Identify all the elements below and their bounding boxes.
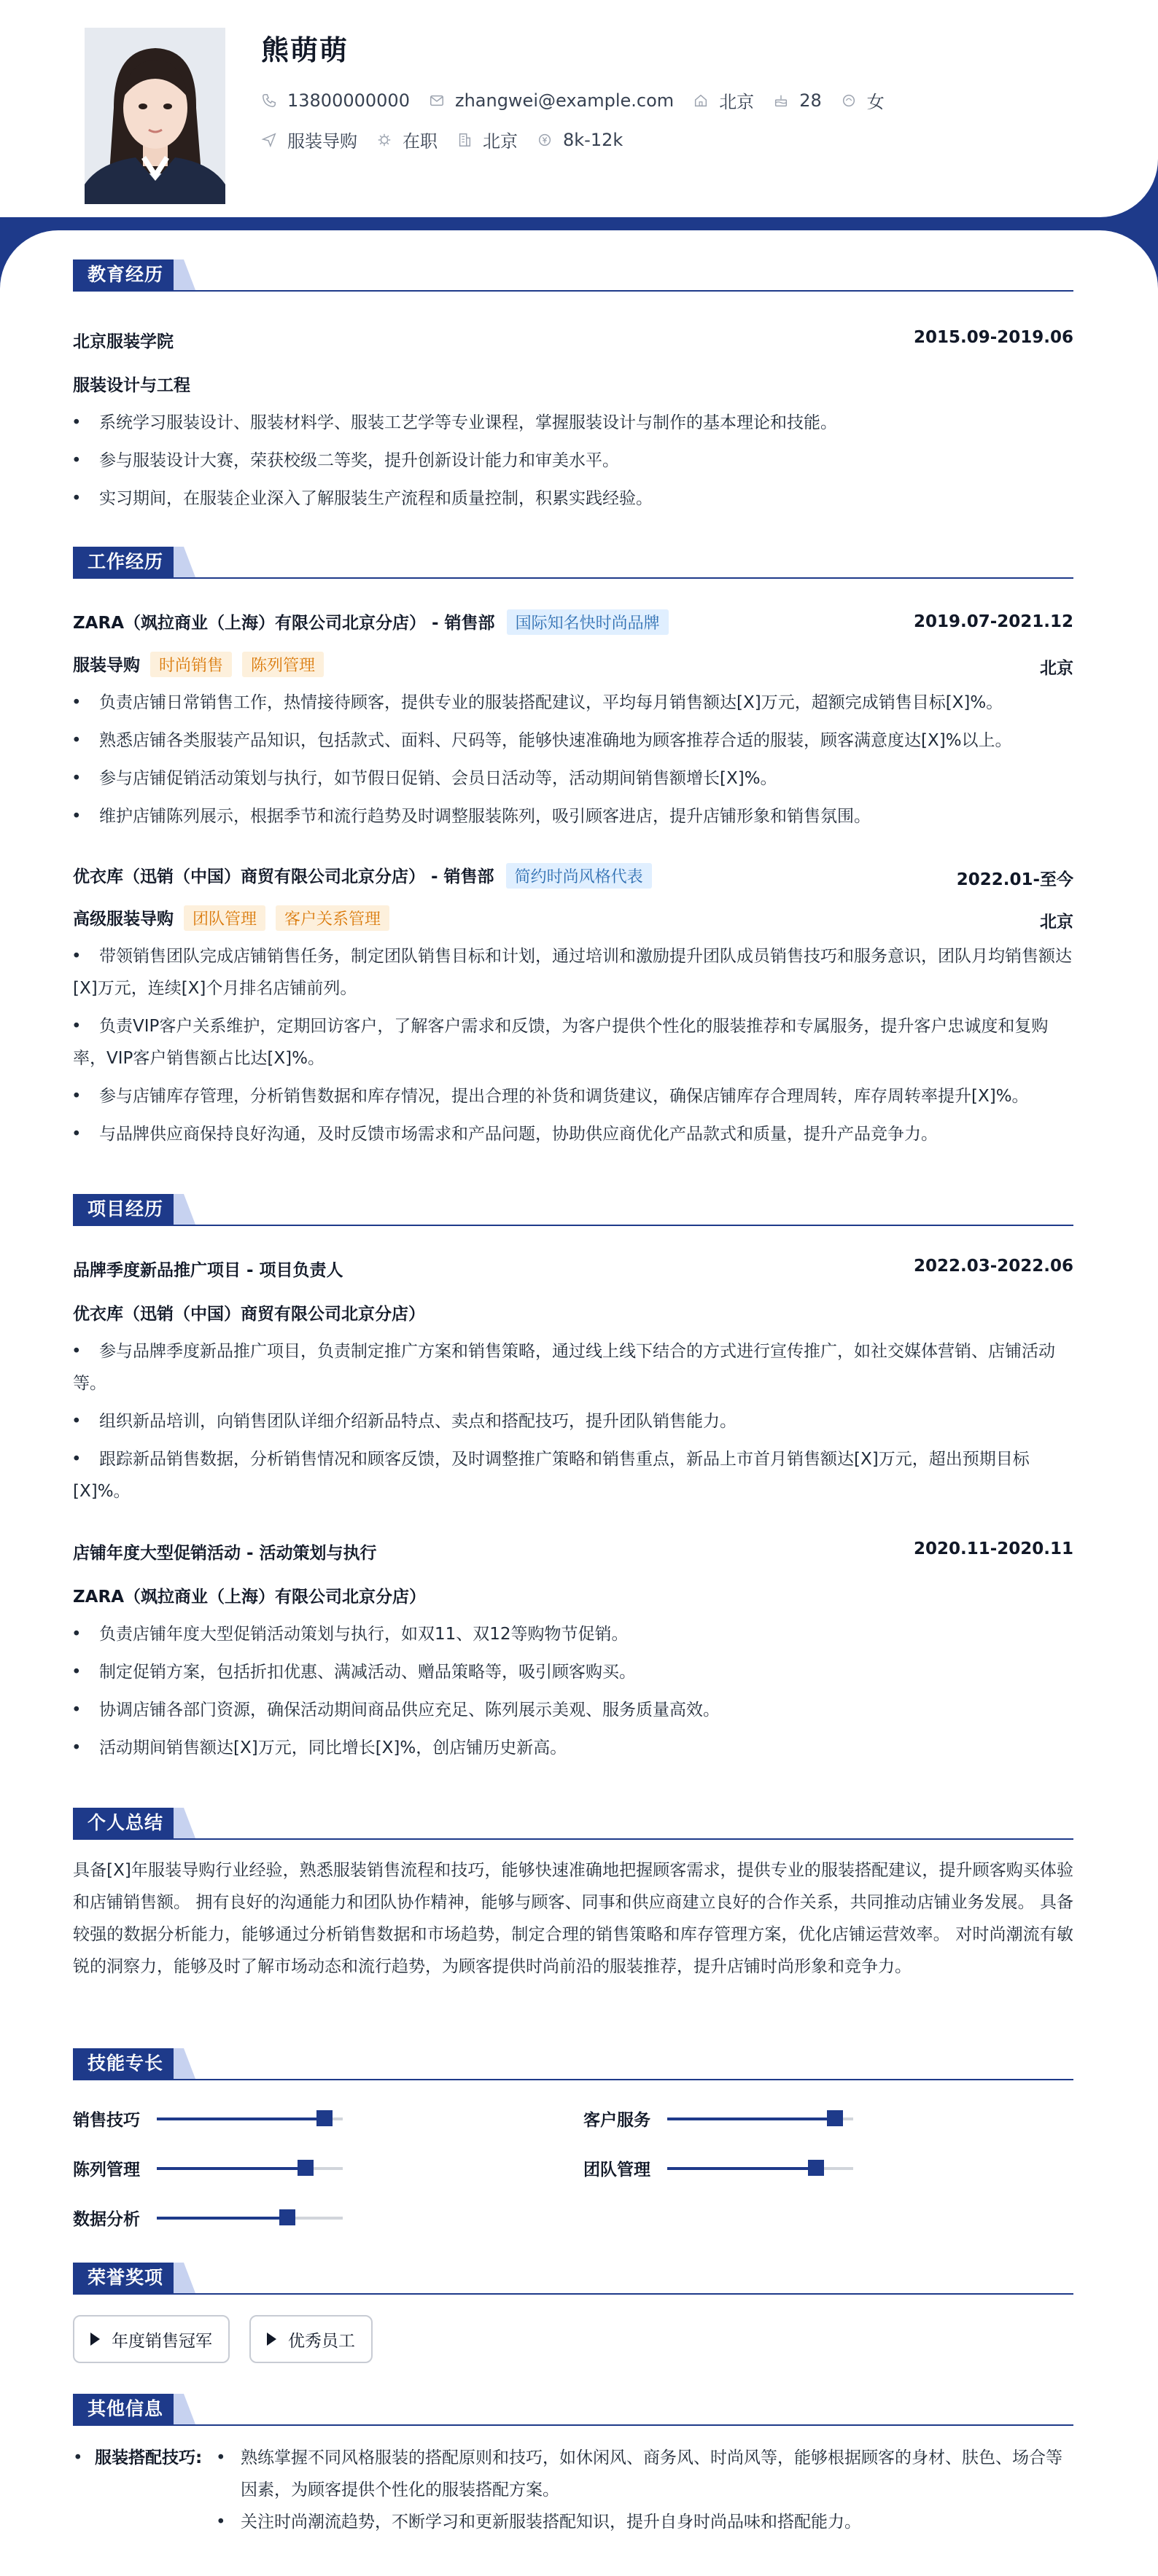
section-header	[73, 259, 1073, 292]
age-info	[773, 90, 822, 111]
section-title: 技能专长	[73, 2048, 178, 2079]
play-triangle-icon	[90, 2333, 100, 2346]
email-info	[429, 90, 674, 111]
role-tag: 团队管理	[184, 905, 265, 931]
skill-knob	[279, 2209, 295, 2225]
list-item: • 跟踪新品销售数据，分析销售情况和顾客反馈，及时调整推广策略和销售重点，新品上市首月销售额达[X]万元，超出预期目标[X]%。	[73, 1443, 1073, 1507]
title-decoration-icon	[174, 2048, 203, 2079]
status-gear-icon	[376, 132, 392, 148]
role-tag: 陈列管理	[242, 652, 324, 677]
list-item: • 负责店铺年度大型促销活动策划与执行，如双11、双12等购物节促销。	[73, 1618, 1073, 1650]
job-city: 北京	[1040, 913, 1073, 932]
status-text: 在职	[403, 131, 438, 152]
list-item: • 熟练掌握不同风格服装的搭配原则和技巧，如休闲风、商务风、时尚风等，能够根据顾客的身材、肤色、场合等因素，为顾客提供个性化的服装搭配方案。	[216, 2448, 1062, 2499]
other-lines	[216, 2442, 1073, 2538]
edu-bullets	[73, 407, 1073, 520]
project-name: 品牌季度新品推广项目 - 项目负责人	[73, 1261, 343, 1280]
job-role-row	[73, 905, 1073, 931]
job-period: 2019.07-2021.12	[913, 612, 1073, 631]
salary-info	[537, 130, 623, 150]
list-item: • 参与店铺促销活动策划与执行，如节假日促销、会员日活动等，活动期间销售额增长[X]%。	[73, 762, 1073, 795]
job-header	[73, 609, 1073, 635]
gender-info	[841, 87, 885, 113]
job-intent-row	[261, 127, 642, 152]
section-header	[73, 547, 1073, 579]
resume-body	[0, 230, 1158, 2576]
project-name: 店铺年度大型促销活动 - 活动策划与执行	[73, 1544, 377, 1563]
list-item: • 实习期间，在服装企业深入了解服装生产流程和质量控制，积累实践经验。	[73, 483, 1073, 515]
skill-bar	[667, 2167, 853, 2170]
list-item: • 参与店铺库存管理，分析销售数据和库存情况，提出合理的补货和调货建议，确保店铺库存合理周转，库存周转率提升[X]%。	[73, 1080, 1073, 1112]
skill-label: 销售技巧	[73, 2111, 140, 2130]
section-title: 荣誉奖项	[73, 2263, 178, 2293]
list-item: • 熟悉店铺各类服装产品知识，包括款式、面料、尺码等，能够快速准确地为顾客推荐合适的服装，顾客满意度达[X]%以上。	[73, 725, 1073, 757]
other-section: 其他信息 • 服装搭配技巧: • 熟练掌握不同风格服装的搭配原则和技巧，如休闲风、商务风、时尚风等，能够根据顾客的身材、肤色、场合等因素，为顾客提供个性化的服装搭配方案。 • 关注时尚潮流趋势，不断学习和更新服装搭配知识，提升自身时尚品味和搭配能力。	[73, 2394, 1073, 2426]
section-header	[73, 1808, 1073, 1840]
send-icon	[261, 132, 277, 148]
company-name: ZARA（飒拉商业（上海）有限公司北京分店） - 销售部	[73, 614, 495, 633]
list-item: • 负责店铺日常销售工作，热情接待顾客，提供专业的服装搭配建议，平均每月销售额达[X]万元，超额完成销售目标[X]%。	[73, 687, 1073, 719]
job-role: 高级服装导购	[73, 910, 174, 929]
skill-item	[583, 2156, 853, 2180]
cake-icon	[773, 93, 789, 109]
award-label: 年度销售冠军	[112, 2331, 212, 2351]
age-text: 28	[799, 90, 822, 111]
gender-icon	[841, 93, 857, 109]
company-tag: 简约时尚风格代表	[506, 863, 652, 889]
project-period: 2020.11-2020.11	[913, 1539, 1073, 1558]
skill-label: 陈列管理	[73, 2161, 140, 2179]
gender-text: 女	[866, 92, 885, 112]
phone-text: 13800000000	[287, 90, 410, 111]
location-info	[693, 87, 754, 113]
skill-bar	[667, 2118, 853, 2120]
money-icon	[537, 132, 553, 148]
skill-label: 客户服务	[583, 2111, 650, 2130]
project-bullets	[73, 1335, 1073, 1513]
edu-period: 2015.09-2019.06	[913, 328, 1073, 347]
award-badge	[249, 2315, 373, 2363]
award-label: 优秀员工	[288, 2331, 355, 2351]
skill-bar	[157, 2217, 343, 2220]
skill-item	[73, 2107, 343, 2131]
person-portrait-icon	[85, 28, 225, 204]
target-job-text: 服装导购	[287, 131, 357, 152]
location-text: 北京	[719, 92, 755, 112]
other-label: 服装搭配技巧:	[95, 2448, 203, 2467]
job-city: 北京	[1040, 659, 1073, 678]
title-decoration-icon	[174, 547, 203, 577]
title-decoration-icon	[174, 2394, 203, 2424]
skill-knob	[298, 2160, 314, 2176]
building-icon	[456, 132, 473, 148]
job-bullets	[73, 687, 1073, 838]
target-city-text: 北京	[483, 131, 518, 152]
title-decoration-icon	[174, 259, 203, 290]
list-item: • 维护店铺陈列展示，根据季节和流行趋势及时调整服装陈列，吸引顾客进店，提升店铺形象和销售氛围。	[73, 800, 1073, 832]
role-tag: 客户关系管理	[276, 905, 389, 931]
mail-icon	[429, 93, 445, 109]
skill-label: 团队管理	[583, 2161, 650, 2179]
company-tag: 国际知名快时尚品牌	[507, 609, 669, 635]
job-bullets	[73, 940, 1073, 1156]
play-triangle-icon	[267, 2333, 276, 2346]
project-org: 优衣库（迅销（中国）商贸有限公司北京分店）	[73, 1305, 425, 1324]
list-item: • 系统学习服装设计、服装材料学、服装工艺学等专业课程，掌握服装设计与制作的基本理论和技能。	[73, 407, 1073, 439]
project-org: ZARA（飒拉商业（上海）有限公司北京分店）	[73, 1588, 426, 1607]
skill-knob	[808, 2160, 824, 2176]
education-section	[73, 259, 1073, 508]
candidate-name: 熊萌萌	[261, 34, 349, 66]
skill-item	[73, 2156, 343, 2180]
project-header	[73, 1257, 1073, 1281]
list-item: • 与品牌供应商保持良好沟通，及时反馈市场需求和产品问题，协助供应商优化产品款式和质量，提升产品竞争力。	[73, 1118, 1073, 1150]
role-tag: 时尚销售	[150, 652, 232, 677]
work-section	[73, 547, 1073, 1144]
title-decoration-icon	[174, 1808, 203, 1838]
skill-item	[73, 2206, 343, 2230]
section-title: 项目经历	[73, 1194, 178, 1225]
title-decoration-icon	[174, 1194, 203, 1225]
skill-item	[583, 2107, 853, 2131]
skill-bar	[157, 2118, 343, 2120]
list-item: • 负责VIP客户关系维护，定期回访客户，了解客户需求和反馈，为客户提供个性化的服装推荐和专属服务，提升客户忠诚度和复购率，VIP客户销售额占比达[X]%。	[73, 1010, 1073, 1074]
list-item: • 参与品牌季度新品推广项目，负责制定推广方案和销售策略，通过线上线下结合的方式进行宣传推广，如社交媒体营销、店铺活动等。	[73, 1335, 1073, 1400]
contact-row	[261, 87, 904, 113]
summary-text: 具备[X]年服装导购行业经验，熟悉服装销售流程和技巧，能够快速准确地把握顾客需求，提供专业的服装搭配建议，提升顾客购买体验和店铺销售额。 拥有良好的沟通能力和团队协作精神，能够与顾客、同事和供应商建立良好的合作关系，共同推动店铺业务发展。 具备较强的数据分析能力，能够通过分析销售数据和市场趋势，制定合理的销售策略和库存管理方案，优化店铺运营效率。 对时尚潮流有敏锐的洞察力，能够及时了解市场动态和流行趋势，为顾客提供时尚前沿的服装推荐，提升店铺时尚形象和竞争力。	[73, 1861, 1073, 1976]
profile-photo	[85, 28, 225, 204]
list-item: • 组织新品培训，向销售团队详细介绍新品特点、卖点和搭配技巧，提升团队销售能力。	[73, 1405, 1073, 1437]
email-text: zhangwei@example.com	[454, 90, 675, 111]
list-item: • 制定促销方案，包括折扣优惠、满减活动、赠品策略等，吸引顾客购买。	[73, 1656, 1073, 1688]
project-period: 2022.03-2022.06	[913, 1257, 1073, 1276]
job-period: 2022.01-至今	[956, 870, 1073, 889]
project-bullets	[73, 1618, 1073, 1770]
company-name: 优衣库（迅销（中国）商贸有限公司北京分店） - 销售部	[73, 867, 494, 886]
section-title: 其他信息	[73, 2394, 178, 2424]
target-job-info	[261, 127, 357, 152]
section-header	[73, 2394, 1073, 2426]
skill-knob	[316, 2110, 333, 2126]
job-role: 服装导购	[73, 656, 140, 675]
section-header	[73, 2048, 1073, 2080]
job-header	[73, 863, 1073, 889]
section-header	[73, 1194, 1073, 1226]
list-item: • 参与服装设计大赛，荣获校级二等奖，提升创新设计能力和审美水平。	[73, 445, 1073, 477]
phone-info	[261, 90, 410, 111]
project-header	[73, 1539, 1073, 1564]
home-icon	[693, 93, 709, 109]
awards-section	[73, 2263, 1073, 2351]
skill-label: 数据分析	[73, 2210, 140, 2229]
job-role-row	[73, 652, 1073, 677]
list-item: • 协调店铺各部门资源，确保活动期间商品供应充足、陈列展示美观、服务质量高效。	[73, 1694, 1073, 1726]
section-title: 个人总结	[73, 1808, 178, 1838]
list-item: • 关注时尚潮流趋势，不断学习和更新服装搭配知识，提升自身时尚品味和搭配能力。	[216, 2513, 861, 2532]
target-city-info	[456, 127, 518, 152]
major-name: 服装设计与工程	[73, 376, 190, 395]
award-badge	[73, 2315, 230, 2363]
resume-header	[0, 0, 1158, 217]
phone-icon	[261, 93, 277, 109]
skill-bar	[157, 2167, 343, 2170]
salary-text: 8k-12k	[563, 129, 623, 150]
list-item: • 带领销售团队完成店铺销售任务，制定团队销售目标和计划，通过培训和激励提升团队成员销售技巧和服务意识，团队月均销售额达[X]万元，连续[X]个月排名店铺前列。	[73, 940, 1073, 1004]
status-info	[376, 127, 438, 152]
school-name: 北京服装学院	[73, 332, 174, 351]
section-title: 工作经历	[73, 547, 178, 577]
skills-section	[73, 2048, 1073, 2229]
skill-knob	[827, 2110, 843, 2126]
section-header	[73, 2263, 1073, 2295]
list-item: • 活动期间销售额达[X]万元，同比增长[X]%，创店铺历史新高。	[73, 1732, 1073, 1764]
section-title: 教育经历	[73, 259, 178, 290]
title-decoration-icon	[174, 2263, 203, 2293]
summary-section	[73, 1808, 1073, 1976]
projects-section	[73, 1194, 1073, 1757]
